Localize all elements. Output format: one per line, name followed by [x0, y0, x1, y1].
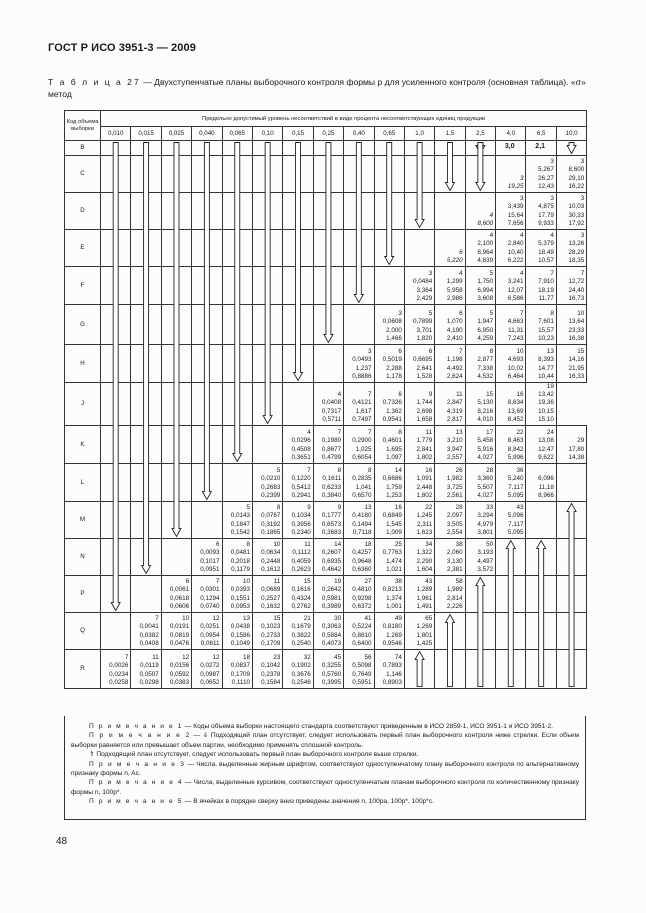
- plan-cell: 18 0,0837 0,1709 0,1110: [222, 650, 252, 689]
- plan-cell: 14 0,6686 1,759 1,253: [374, 464, 404, 502]
- up-arrow-icon: [445, 615, 454, 687]
- plan-cell: 10 0,0634 0,2448 0,1612: [252, 539, 282, 576]
- plan-cell: 9 0,1777 0,6573 0,3683: [313, 502, 343, 539]
- down-arrow-icon: [142, 143, 151, 574]
- code-cell: J: [65, 383, 101, 426]
- aql-column-header: 0,65: [374, 127, 404, 141]
- plan-cell: 7 1,198 4,492 2,624: [435, 345, 465, 383]
- up-arrow-icon: [415, 652, 424, 687]
- aql-column-header: 4,0: [496, 127, 526, 141]
- plan-cell: 17 5,458 5,916 4,027: [465, 426, 495, 464]
- aql-column-header: 0,065: [222, 127, 252, 141]
- aql-column-header: 10,0: [556, 127, 586, 141]
- plan-cell: 12 0,0251 0,0954 0,0611: [192, 613, 222, 650]
- plan-cell: 8 0,1611 0,6233 0,3840: [313, 464, 343, 502]
- plan-cell: 4 8,600: [465, 193, 495, 230]
- plan-cell: 26 1,982 3,725 2,561: [435, 464, 465, 502]
- down-arrow-icon: [233, 143, 242, 462]
- plan-cell: 3 10,03 30,33 17,92: [556, 193, 586, 230]
- plan-cell: 14 0,2607 0,6935 0,4642: [313, 539, 343, 576]
- plan-cell: 32 0,1902 0,3676 0,2546: [283, 650, 313, 689]
- plan-cell: 6 0,5019 2,288 1,178: [374, 345, 404, 383]
- plan-cell: 43 1,289 1,961 1,491: [404, 576, 434, 613]
- plan-cell: 11 0,0689 0,2527 0,1632: [252, 576, 282, 613]
- plan-cell: 6,096 11,18 8,966: [526, 464, 556, 502]
- aql-column-header: 0,015: [131, 127, 161, 141]
- down-arrow-icon: [202, 143, 211, 500]
- plan-cell: 22 1,245 2,311 1,623: [404, 502, 434, 539]
- plan-cell: 15 0,1023 0,2733 0,1709: [252, 613, 282, 650]
- plan-cell: 27 0,4810 0,9298 0,6372: [344, 576, 374, 613]
- plan-cell: 6 0,0061 0,0618 0,0606: [161, 576, 191, 613]
- plan-cell: 41 0,5224 0,8810 0,6400: [344, 613, 374, 650]
- plan-cell: 5 1,947 6,950 4,259: [465, 305, 495, 345]
- code-cell: L: [65, 464, 101, 502]
- down-arrow-icon: [354, 143, 363, 303]
- plan-cell: 8 7,601 15,57 10,23: [526, 305, 556, 345]
- down-arrow-icon: [263, 143, 272, 424]
- caption-prefix: Т а б л и ц а 27: [48, 77, 141, 87]
- plan-cell: 65 1,269 1,801 1,425: [404, 613, 434, 650]
- aql-column-header: 2,5: [465, 127, 495, 141]
- plan-cell: 28 3,360 5,507 4,027: [465, 464, 495, 502]
- plan-cell: 5 0,0143 0,1847 0,1542: [222, 502, 252, 539]
- plan-cell: 8 0,2835 1,041 0,6570: [344, 464, 374, 502]
- code-header: Код объема выборки: [65, 111, 101, 141]
- document-header: ГОСТ Р ИСО 3951-3 — 2009: [48, 42, 196, 54]
- down-arrow-icon: [294, 143, 303, 381]
- plan-cell: 3 0,0608 2,000 1,466: [374, 305, 404, 345]
- plan-cell: 5 1,750 6,994 3,608: [465, 267, 495, 305]
- notes-block: [64, 716, 586, 820]
- plan-cell: 19 13,42 19,36 10,15 15,10: [526, 383, 556, 426]
- down-arrow-icon: [476, 143, 485, 191]
- plan-cell: 4 0,0296 0,4508 0,3651: [283, 426, 313, 464]
- plan-cell: 7 0,0026 0,0234 0,0258: [101, 650, 131, 689]
- code-cell: H: [65, 345, 101, 383]
- plan-cell: 74 0,7893 1,146 0,8903: [374, 650, 404, 689]
- plan-cell: 15 5,130 8,216 4,010: [465, 383, 495, 426]
- code-cell: P: [65, 576, 101, 613]
- plan-cell: 7 0,0041 0,0382 0,0408: [131, 613, 161, 650]
- plan-cell: 4 1,299 5,958 2,986: [435, 267, 465, 305]
- plan-cell: 11 1,779 2,841 1,802: [404, 426, 434, 464]
- aql-header: Предельно допустимый уровень несоответствий в виде процента несоответствующих единиц продукции: [101, 111, 587, 127]
- plan-cell: 38 2,060 3,130 2,381: [435, 539, 465, 576]
- down-arrow-icon: [172, 143, 181, 537]
- plan-cell: 43 5,096 7,117 5,095: [496, 502, 526, 539]
- aql-column-header: 0,40: [344, 127, 374, 141]
- code-cell: N: [65, 539, 101, 576]
- plan-cell: 11 0,0119 0,0507 0,0298: [131, 650, 161, 689]
- plan-cell: 6 0,7326 1,362 0,9541: [374, 383, 404, 426]
- plan-cell: 36 5,240 7,117 5,095: [496, 464, 526, 502]
- plan-cell: 7 0,1220 0,5412 0,2941: [283, 464, 313, 502]
- plan-cell: 11 0,1112 0,4059 0,2623: [283, 539, 313, 576]
- plan-cell: 21 0,1679 0,3822 0,2540: [283, 613, 313, 650]
- plan-cell: 3 5,267 26,27 12,43: [526, 156, 556, 193]
- plan-cell: 13 3,210 3,947 2,557: [435, 426, 465, 464]
- aql-column-header: 0,15: [283, 127, 313, 141]
- plan-cell: 6 5,220: [435, 230, 465, 267]
- plan-cell: 7 0,4121 1,617 0,7497: [344, 383, 374, 426]
- plan-cell: 4 3,241 12,07 6,586: [496, 267, 526, 305]
- plan-cell: 8 0,0481 0,2018 0,1179: [222, 539, 252, 576]
- plan-cell: 50 3,193 4,497 3,572: [465, 539, 495, 576]
- up-arrow-icon: [537, 541, 546, 687]
- plan-cell: 38 0,8213 1,374 1,001: [374, 576, 404, 613]
- plan-cell: 34 1,322 2,290 1,604: [404, 539, 434, 576]
- code-cell: M: [65, 502, 101, 539]
- code-cell: E: [65, 230, 101, 267]
- plan-cell: 22 8,463 8,842 5,996: [496, 426, 526, 464]
- aql-column-header: 0,025: [161, 127, 191, 141]
- plan-cell: 16 1,091 2,448 1,802: [404, 464, 434, 502]
- plan-cell: 12 0,0272 0,0987 0,0652: [192, 650, 222, 689]
- plan-cell: 23 0,1042 0,2378 0,1584: [252, 650, 282, 689]
- plan-cell: 6 0,0093 0,1017 0,0951: [192, 539, 222, 576]
- plan-cell: 8 0,4601 1,695 1,097: [374, 426, 404, 464]
- plan-cell: 4 2,100 8,964 4,839: [465, 230, 495, 267]
- note-5: П р и м е ч а н и е 5 — В ячейках в порядке сверху вниз приведены значения n, 100pa, 100p*, 100p*c.: [89, 798, 434, 806]
- plan-cell: 30 0,3063 0,5884 0,4073: [313, 613, 343, 650]
- plan-cell: 16 0,6849 1,545 1,009: [374, 502, 404, 539]
- plan-cell: 49 0,8180 1,269 0,9546: [374, 613, 404, 650]
- plan-cell: 7 0,0301 0,1294 0,0740: [192, 576, 222, 613]
- code-cell: D: [65, 193, 101, 230]
- plan-cell: 3 13,26 28,29 18,35: [556, 230, 586, 267]
- plan-cell: 6 1,070 4,190 2,410: [435, 305, 465, 345]
- note-2b: ⇑ Подходящий план отсутствует, следует использовать первый план выборочного контроля выше стрелки.: [89, 751, 419, 759]
- note-3: П р и м е ч а н и е 3 — Числа, выделенные жирным шрифтом, соответствуют одноступенчатому плану выборочного контроля по альтернативному признаку формы n, Ac.: [71, 760, 579, 778]
- code-cell: R: [65, 650, 101, 689]
- caption-text: — Двухступенчатые планы выборочного контроля формы p для усиленного контроля (основная таблица). «σ» метод: [48, 77, 586, 99]
- plan-cell: 28 2,097 3,505 2,554: [435, 502, 465, 539]
- plan-cell: 7 12,72 24,40 16,73: [556, 267, 586, 305]
- plan-cell: 4 0,0408 0,7317 0,5711: [313, 383, 343, 426]
- page-number: 48: [56, 836, 68, 847]
- down-arrow-icon: [445, 143, 454, 191]
- plan-cell: 10 13,64 23,33 16,38: [556, 305, 586, 345]
- plan-cell: 4 5,379 18,49 10,57: [526, 230, 556, 267]
- plan-cell: 16 8,634 13,69 8,452: [496, 383, 526, 426]
- code-cell: K: [65, 426, 101, 464]
- plan-cell: 7 0,2900 1,025 0,6054: [344, 426, 374, 464]
- plan-cell: 19 0,2642 0,5981 0,3989: [313, 576, 343, 613]
- plan-cell: 3 3,439 15,64 7,656: [496, 193, 526, 230]
- code-cell: B: [65, 141, 101, 156]
- plan-cell: 13 8,393 14,77 10,44: [526, 345, 556, 383]
- plan-cell: 13 0,0438 0,1586 0,1049: [222, 613, 252, 650]
- up-arrow-icon: [567, 504, 576, 687]
- note-1: П р и м е ч а н и е 1 — Коды объема выборки настоящего стандарта соответствуют приведенным в ИСО 2859-1, ИСО 3951-1 и ИСО 3951-2.: [89, 723, 553, 730]
- plan-cell: 4 2,840 10,40 6,222: [496, 230, 526, 267]
- plan-cell: 9 0,1034 0,3956 0,2340: [283, 502, 313, 539]
- plan-cell: 45 0,3255 0,5760 0,3995: [313, 650, 343, 689]
- plan-cell: 5 0,0210 0,2683 0,2399: [252, 464, 282, 502]
- plan-cell: 10 4,693 10,02 6,464: [496, 345, 526, 383]
- plan-cell: 13 0,4180 0,1494 0,7118: [344, 502, 374, 539]
- plan-cell: 8 2,877 7,338 4,532: [465, 345, 495, 383]
- code-cell: Q: [65, 613, 101, 650]
- note-2: П р и м е ч а н и е 2 — ⇓ Подходящий план отсутствует, следует использовать первый план выборочного контроля ниже стрелки. Если объем выборки равняется или превышает объем партии, необходимо применять сплошной контроль.: [71, 732, 579, 749]
- plan-cell: 3 4,875 17,79 9,933: [526, 193, 556, 230]
- plan-cell: 10 0,0191 0,0819 0,0476: [161, 613, 191, 650]
- aql-column-header: 0,25: [313, 127, 343, 141]
- aql-column-header: 1,0: [404, 127, 434, 141]
- plan-cell: 25 0,7763 1,474 1,021: [374, 539, 404, 576]
- down-arrow-icon: [567, 143, 576, 154]
- plan-cell: 18 0,4257 0,9648 0,6360: [344, 539, 374, 576]
- plan-cell: 6 0,6695 2,641 1,528: [404, 345, 434, 383]
- down-arrow-icon: [324, 143, 333, 343]
- plan-cell: 5 0,7899 3,701 1,820: [404, 305, 434, 345]
- plan-cell: 3 8,600 29,10 16,22: [556, 156, 586, 193]
- plan-cell: 3 19,25: [496, 156, 526, 193]
- aql-column-header: 0,010: [101, 127, 131, 141]
- down-arrow-icon: [415, 143, 424, 228]
- plan-cell: 7 4,663 11,31 7,243: [496, 305, 526, 345]
- plan-cell: 9 1,744 2,698 1,658: [404, 383, 434, 426]
- plan-cell: 3 0,0484 3,364 2,429: [404, 267, 434, 305]
- note-4: П р и м е ч а н и е 4 — Числа, выделенные курсивом, соответствуют одноступенчатым планам выборочного контроля по количественному признаку формы n, 100p*.: [71, 779, 579, 796]
- up-arrow-icon: [476, 578, 485, 687]
- plan-cell: 3,0: [496, 141, 526, 156]
- plan-cell: 3 0,0493 1,237 0,8886: [344, 345, 374, 383]
- code-cell: C: [65, 156, 101, 193]
- plan-cell: 11 2,847 4,319 2,817: [435, 383, 465, 426]
- code-cell: G: [65, 305, 101, 345]
- aql-column-header: 0,040: [192, 127, 222, 141]
- code-cell: F: [65, 267, 101, 305]
- plan-cell: 12 0,0156 0,0592 0,0383: [161, 650, 191, 689]
- aql-column-header: 0,10: [252, 127, 282, 141]
- plan-cell: 7 7,910 18,19 11,77: [526, 267, 556, 305]
- up-arrow-icon: [506, 541, 515, 687]
- plan-cell: 15 14,16 21,95 16,33: [556, 345, 586, 383]
- plan-cell: 29 17,80 14,38: [556, 426, 586, 464]
- plan-cell: 58 1,989 2,814 2,226: [435, 576, 465, 613]
- plan-cell: 2,1: [526, 141, 556, 156]
- plan-cell: 10 0,0393 0,1551 0,0953: [222, 576, 252, 613]
- down-arrow-icon: [111, 143, 120, 611]
- plan-cell: 24 13,08 12,47 9,622: [526, 426, 556, 464]
- aql-column-header: 6,5: [526, 127, 556, 141]
- plan-cell: 7 0,1980 0,8677 0,4799: [313, 426, 343, 464]
- aql-column-header: 1,5: [435, 127, 465, 141]
- plan-cell: 56 0,5098 0,7649 0,5951: [344, 650, 374, 689]
- plan-cell: 8 0,0767 0,3192 0,1865: [252, 502, 282, 539]
- plan-cell: 15 0,1616 0,4324 0,2762: [283, 576, 313, 613]
- down-arrow-icon: [385, 143, 394, 265]
- plan-cell: 33 3,294 4,979 3,801: [465, 502, 495, 539]
